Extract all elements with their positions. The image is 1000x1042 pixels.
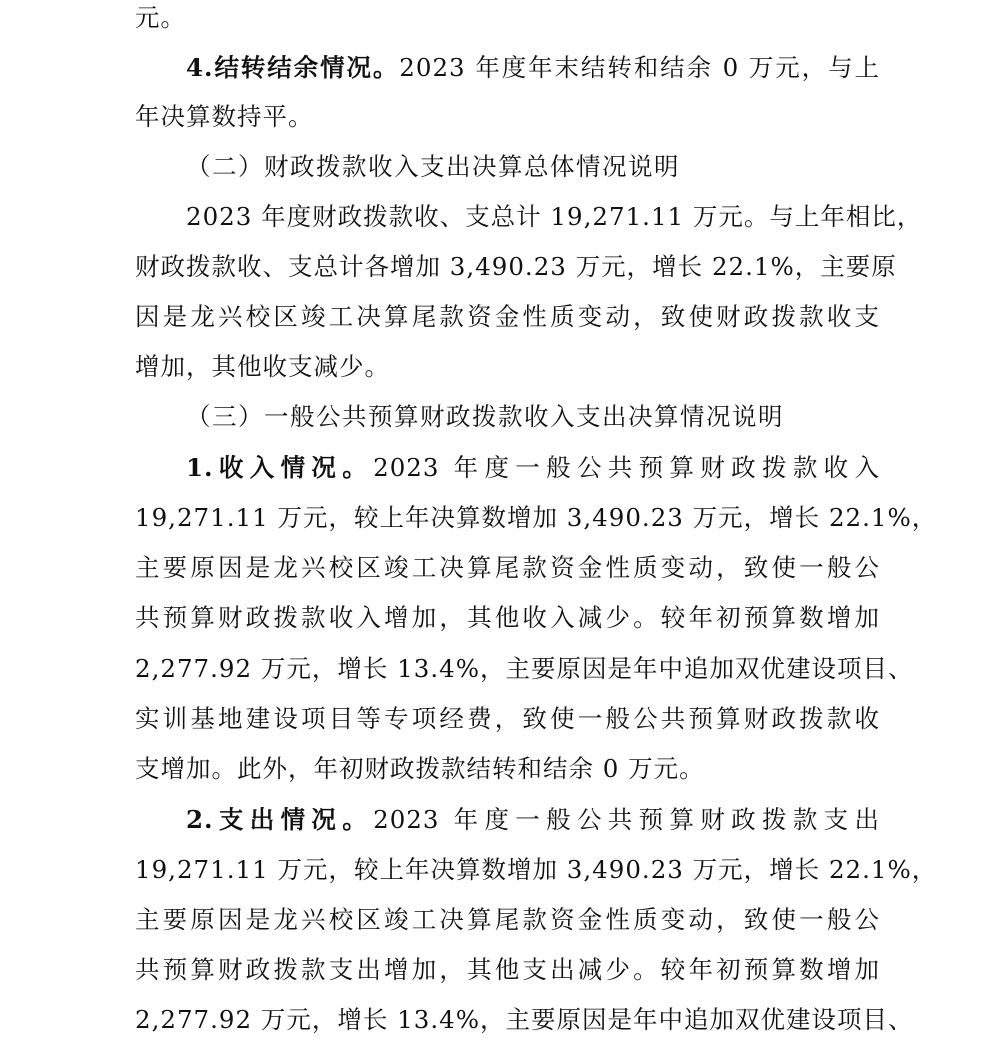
text-line: 财政拨款收、支总计各增加 3,490.23 万元，增长 22.1%，主要原 (135, 252, 897, 281)
text-line: 实训基地建设项目等专项经费，致使一般公共预算财政拨款收 (135, 704, 880, 733)
paragraph-first-line: 2.支出情况。2023 年度一般公共预算财政拨款支出 (186, 805, 881, 834)
text-line: 2,277.92 万元，增长 13.4%，主要原因是年中追加双优建设项目、 (135, 1005, 914, 1034)
section-lead: 1.收入情况。 (186, 453, 374, 482)
text-line: 年决算数持平。 (135, 102, 314, 131)
section-heading: （三）一般公共预算财政拨款收入支出决算情况说明 (186, 402, 784, 431)
text-line: 主要原因是龙兴校区竣工决算尾款资金性质变动，致使一般公 (135, 905, 880, 934)
text-line: 因是龙兴校区竣工决算尾款资金性质变动，致使财政拨款收支 (135, 302, 880, 331)
text-line: 主要原因是龙兴校区竣工决算尾款资金性质变动，致使一般公 (135, 553, 880, 582)
paragraph-first-line: 4.结转结余情况。2023 年度年末结转和结余 0 万元，与上 (186, 53, 880, 82)
text-line: 共预算财政拨款支出增加，其他支出减少。较年初预算数增加 (135, 955, 880, 984)
text-line: 19,271.11 万元，较上年决算数增加 3,490.23 万元，增长 22.1%， (135, 855, 938, 884)
paragraph-first-line: 1.收入情况。2023 年度一般公共预算财政拨款收入 (186, 453, 881, 482)
section-heading: （二）财政拨款收入支出决算总体情况说明 (186, 152, 680, 181)
text-line: 增加，其他收支减少。 (135, 352, 390, 381)
section-lead: 4.结转结余情况。 (186, 53, 400, 82)
text-line: 支增加。此外，年初财政拨款结转和结余 0 万元。 (135, 754, 705, 783)
paragraph-first-line: 2023 年度财政拨款收、支总计 19,271.11 万元。与上年相比， (186, 202, 923, 231)
text-line: 2,277.92 万元，增长 13.4%，主要原因是年中追加双优建设项目、 (135, 654, 914, 683)
section-lead: 2.支出情况。 (186, 805, 374, 834)
text-line: 19,271.11 万元，较上年决算数增加 3,490.23 万元，增长 22.1%， (135, 503, 938, 532)
text-line: 共预算财政拨款收入增加，其他收入减少。较年初预算数增加 (135, 603, 880, 632)
text-line: 元。 (135, 3, 186, 32)
